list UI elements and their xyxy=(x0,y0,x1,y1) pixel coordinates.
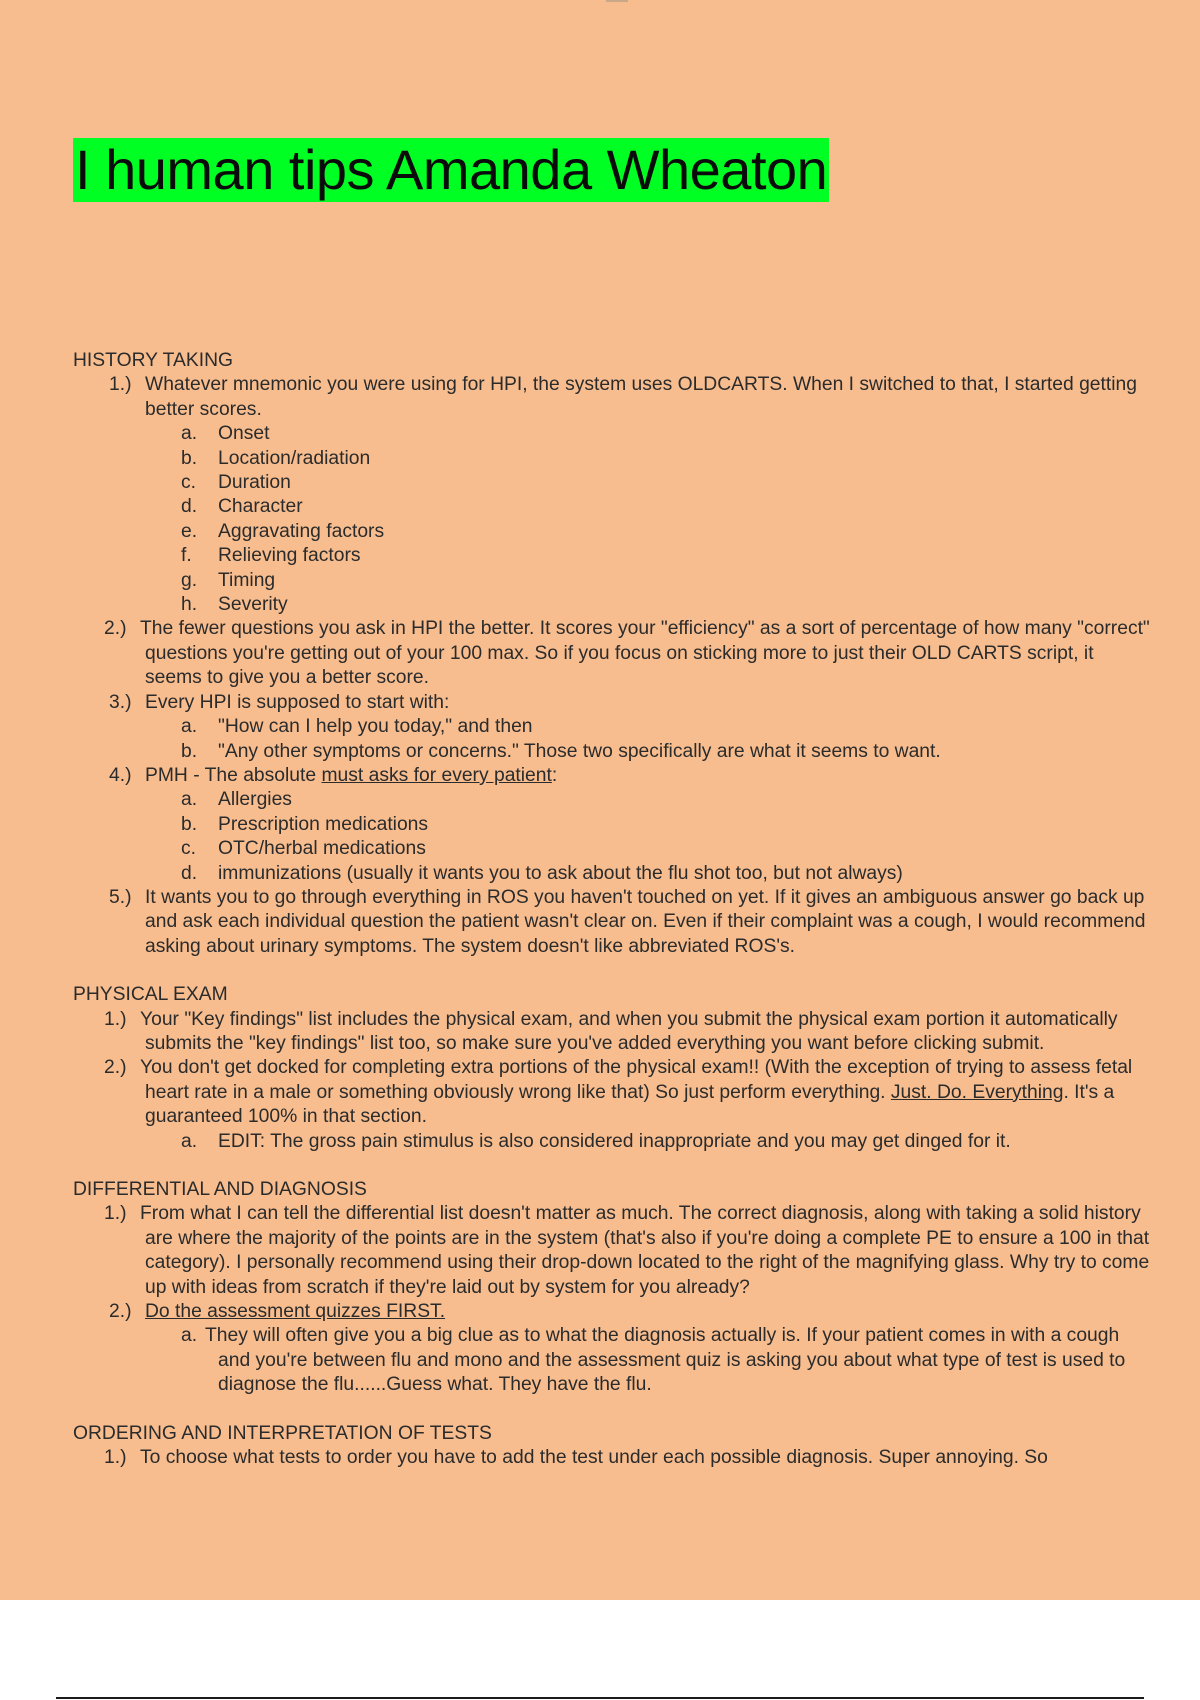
sub-text: Relieving factors xyxy=(218,545,361,567)
sub-text: Location/radiation xyxy=(218,447,371,469)
document-title: I human tips Amanda Wheaton xyxy=(75,138,828,201)
item-number: 2.) xyxy=(104,618,127,640)
sub-item xyxy=(73,813,1153,837)
list-item xyxy=(73,1300,1153,1324)
sub-letter: h. xyxy=(181,594,198,616)
sub-letter: a. xyxy=(181,1130,198,1152)
item-text: It wants you to go through everything in ROS you haven't touched on yet. If it gives an ambiguous answer go back up and ask each individual question the patient wasn't clear on. Even if their complaint was a cough, I would recommend asking about urinary symptoms. The system doesn't like abbreviated ROS's. xyxy=(145,886,1146,957)
sub-item xyxy=(73,715,1153,739)
item-text: From what I can tell the differential list doesn't matter as much. The correct diagnosis, along with taking a solid history are where the majority of the points are in the system (that's also if you're doing a complete PE to ensure a 100 in that category). I personally recommend using their drop-down located to the right of the magnifying glass. Why try to come up with ideas from scratch if they're laid out by system for you already? xyxy=(140,1203,1150,1298)
list-item xyxy=(73,1202,1153,1300)
item-text: Every HPI is supposed to start with: xyxy=(145,691,450,713)
list-item xyxy=(73,1446,1153,1470)
sub-text: EDIT: The gross pain stimulus is also considered inappropriate and you may get dinged for it. xyxy=(218,1130,1011,1152)
sub-letter: d. xyxy=(181,496,198,518)
sub-text: "How can I help you today," and then xyxy=(218,716,533,738)
sub-text: Duration xyxy=(218,472,291,494)
sub-text: "Any other symptoms or concerns." Those two specifically are what it seems to want. xyxy=(218,740,941,762)
section-heading: HISTORY TAKING xyxy=(73,350,234,371)
sub-letter: b. xyxy=(181,447,198,469)
section-heading: DIFFERENTIAL AND DIAGNOSIS xyxy=(73,1179,367,1200)
sub-letter: a. xyxy=(181,423,198,445)
sub-text: OTC/herbal medications xyxy=(218,838,426,860)
item-text: You don't get docked for completing extra portions of the physical exam!! (With the exception of trying to assess fetal heart rate in a male or something obviously wrong like that) So just perform everything. xyxy=(140,1057,1133,1103)
sub-letter: a. xyxy=(181,789,198,811)
sub-letter: f. xyxy=(181,545,192,567)
sub-text: Aggravating factors xyxy=(218,520,385,542)
item-text-end: . It's a guaranteed 100% in that section. xyxy=(145,1081,1115,1128)
item-number: 5.) xyxy=(109,886,132,908)
sub-item xyxy=(73,422,1153,446)
sub-text: Severity xyxy=(218,594,288,616)
sub-item xyxy=(73,1130,1153,1154)
item-number: 1.) xyxy=(109,374,132,396)
sub-item xyxy=(73,520,1153,544)
sub-item xyxy=(73,569,1153,593)
sub-item xyxy=(73,837,1153,861)
item-number: 4.) xyxy=(109,764,132,786)
item-text-end: : xyxy=(551,764,558,786)
sub-item xyxy=(73,447,1153,471)
sub-item xyxy=(73,1324,1153,1397)
section-heading: PHYSICAL EXAM xyxy=(73,984,228,1006)
item-number: 2.) xyxy=(104,1057,127,1079)
sub-letter: g. xyxy=(181,569,198,591)
sub-letter: e. xyxy=(181,520,198,542)
item-number: 2.) xyxy=(109,1301,132,1323)
sub-text: Allergies xyxy=(218,789,292,811)
list-item xyxy=(73,1056,1153,1129)
sub-letter: b. xyxy=(181,813,198,835)
sub-text: Onset xyxy=(218,423,270,445)
sub-text: Prescription medications xyxy=(218,813,429,835)
item-text: The fewer questions you ask in HPI the better. It scores your "efficiency" as a sort of percentage of how many "correct" questions you're getting out of your 100 max. So if you focus on sticking more to just their OLD CARTS script, it seems to give you a better score. xyxy=(140,618,1150,689)
item-number: 1.) xyxy=(104,1008,127,1030)
sub-item xyxy=(73,544,1153,568)
list-item xyxy=(73,764,1153,788)
list-item xyxy=(73,691,1153,715)
sub-letter: d. xyxy=(181,862,198,884)
item-text: Your "Key findings" list includes the physical exam, and when you submit the physical exam portion it automatically submits the "key findings" list too, so make sure you've added everything you want before clicking submit. xyxy=(140,1008,1118,1054)
sub-text: Character xyxy=(218,496,303,518)
sub-letter: c. xyxy=(181,472,196,494)
item-number: 1.) xyxy=(104,1203,127,1225)
sub-item xyxy=(73,788,1153,812)
underlined-phrase: must asks for every patient xyxy=(321,764,552,786)
sub-item xyxy=(73,593,1153,617)
sub-item xyxy=(73,740,1153,764)
section-differential-diagnosis xyxy=(73,1178,1153,1398)
item-text: PMH - The absolute xyxy=(145,764,322,786)
section-ordering-tests xyxy=(73,1422,1153,1471)
sub-text: Timing xyxy=(218,569,276,591)
section-physical-exam xyxy=(73,983,1153,1154)
sub-letter: a. xyxy=(181,1325,198,1347)
list-item xyxy=(73,373,1153,422)
list-item xyxy=(73,886,1153,959)
item-number: 3.) xyxy=(109,691,132,713)
section-history-taking xyxy=(73,349,1153,959)
sub-item xyxy=(73,471,1153,495)
page-top-mark xyxy=(606,0,628,2)
item-text: Whatever mnemonic you were using for HPI, the system uses OLDCARTS. When I switched to that, I started getting better scores. xyxy=(145,374,1137,420)
sub-text: immunizations (usually it wants you to ask about the flu shot too, but not always) xyxy=(218,862,903,884)
page-bottom-rule xyxy=(56,1697,1144,1699)
section-heading: ORDERING AND INTERPRETATION OF TESTS xyxy=(73,1422,492,1444)
document-body xyxy=(73,349,1153,1470)
item-number: 1.) xyxy=(104,1447,127,1469)
sub-letter: c. xyxy=(181,838,196,860)
sub-text: They will often give you a big clue as to what the diagnosis actually is. If your patient comes in with a cough and you're between flu and mono and the assessment quiz is asking you about what type of test is used to diagnose the flu......Guess what. They have the flu. xyxy=(205,1325,1126,1396)
sub-item xyxy=(73,862,1153,886)
sub-item xyxy=(73,495,1153,519)
sub-letter: a. xyxy=(181,716,198,738)
list-item xyxy=(73,1008,1153,1057)
item-text: To choose what tests to order you have to add the test under each possible diagnosis. Super annoying. So xyxy=(140,1447,1048,1469)
underlined-phrase: Do the assessment quizzes FIRST. xyxy=(145,1301,446,1323)
sub-letter: b. xyxy=(181,740,198,762)
list-item xyxy=(73,617,1153,690)
underlined-phrase: Just. Do. Everything xyxy=(890,1081,1064,1103)
